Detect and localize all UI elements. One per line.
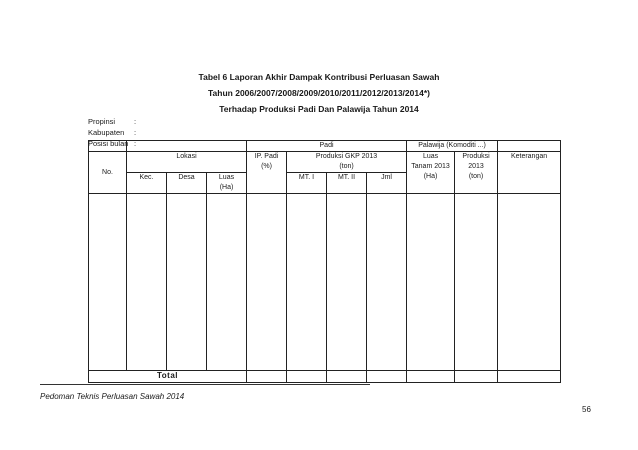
header-palawija: Palawija (Komoditi ...) [407,141,498,152]
meta-kabupaten [88,128,136,137]
body-cell [207,194,247,371]
header-cell-blank [127,141,247,152]
header-jml: Jml [367,173,407,194]
total-cell [407,371,455,383]
header-produksi-gkp [287,152,407,173]
body-cell [498,194,561,371]
header-produksi-gkp-line1: Produksi GKP 2013 [315,153,378,160]
meta-propinsi [88,117,136,126]
total-cell [247,371,287,383]
footer-divider [40,384,370,385]
body-cell [89,194,127,371]
header-keterangan: Keterangan [498,152,561,194]
table-title-line-2: Tahun 2006/2007/2008/2009/2010/2011/2012/2013/2014*) [208,88,430,98]
header-luas-line1: Luas [218,174,235,181]
total-cell [367,371,407,383]
body-cell [247,194,287,371]
footer-text: Pedoman Teknis Perluasan Sawah 2014 [40,392,185,401]
header-padi: Padi [247,141,407,152]
header-cell-blank [498,141,561,152]
header-produksi [455,152,498,194]
header-produksi-line1: Produksi [462,153,490,160]
header-cell-blank [89,141,127,152]
body-cell [287,194,327,371]
header-desa: Desa [167,173,207,194]
table-title-line-3: Terhadap Produksi Padi Dan Palawija Tahun 2014 [219,104,419,114]
header-ip-padi-line2: (%) [261,163,272,170]
header-luas-line2: (Ha) [219,184,234,191]
body-cell [407,194,455,371]
body-cell [127,194,167,371]
header-luas-tanam-line2: Tanam 2013 [411,163,450,170]
table-title-line-1: Tabel 6 Laporan Akhir Dampak Kontribusi Perluasan Sawah [198,72,440,82]
header-luas-tanam-line1: Luas [422,153,439,160]
header-luas-tanam [407,152,455,194]
header-ip-padi-line1: IP. Padi [254,153,279,160]
header-lokasi: Lokasi [127,152,247,173]
meta-separator: : [134,117,137,126]
body-cell [367,194,407,371]
header-kec: Kec. [127,173,167,194]
meta-label: Posisi bulan [88,139,129,148]
body-cell [455,194,498,371]
total-cell [498,371,561,383]
total-cell [327,371,367,383]
meta-separator: : [134,128,137,137]
meta-label: Kabupaten [88,128,125,137]
total-row [89,371,561,383]
header-no: No. [89,152,127,194]
header-mt1: MT. I [287,173,327,194]
header-mt2: MT. II [327,173,367,194]
header-row-1 [89,141,561,152]
header-produksi-line2: 2013 [468,163,484,170]
total-cell [287,371,327,383]
header-produksi-gkp-line2: (ton) [339,163,354,170]
header-row-2 [89,152,561,173]
page-number: 56 [582,405,591,414]
body-cell [167,194,207,371]
header-luas-tanam-line3: (Ha) [423,173,438,180]
header-luas [207,173,247,194]
meta-separator: : [134,139,137,148]
header-produksi-line3: (ton) [468,173,484,180]
body-cell [327,194,367,371]
total-label: Total [89,371,247,383]
table-body-row [89,194,561,371]
meta-label: Propinsi [88,117,116,126]
header-ip-padi [247,152,287,194]
report-table [88,140,561,383]
total-cell [455,371,498,383]
